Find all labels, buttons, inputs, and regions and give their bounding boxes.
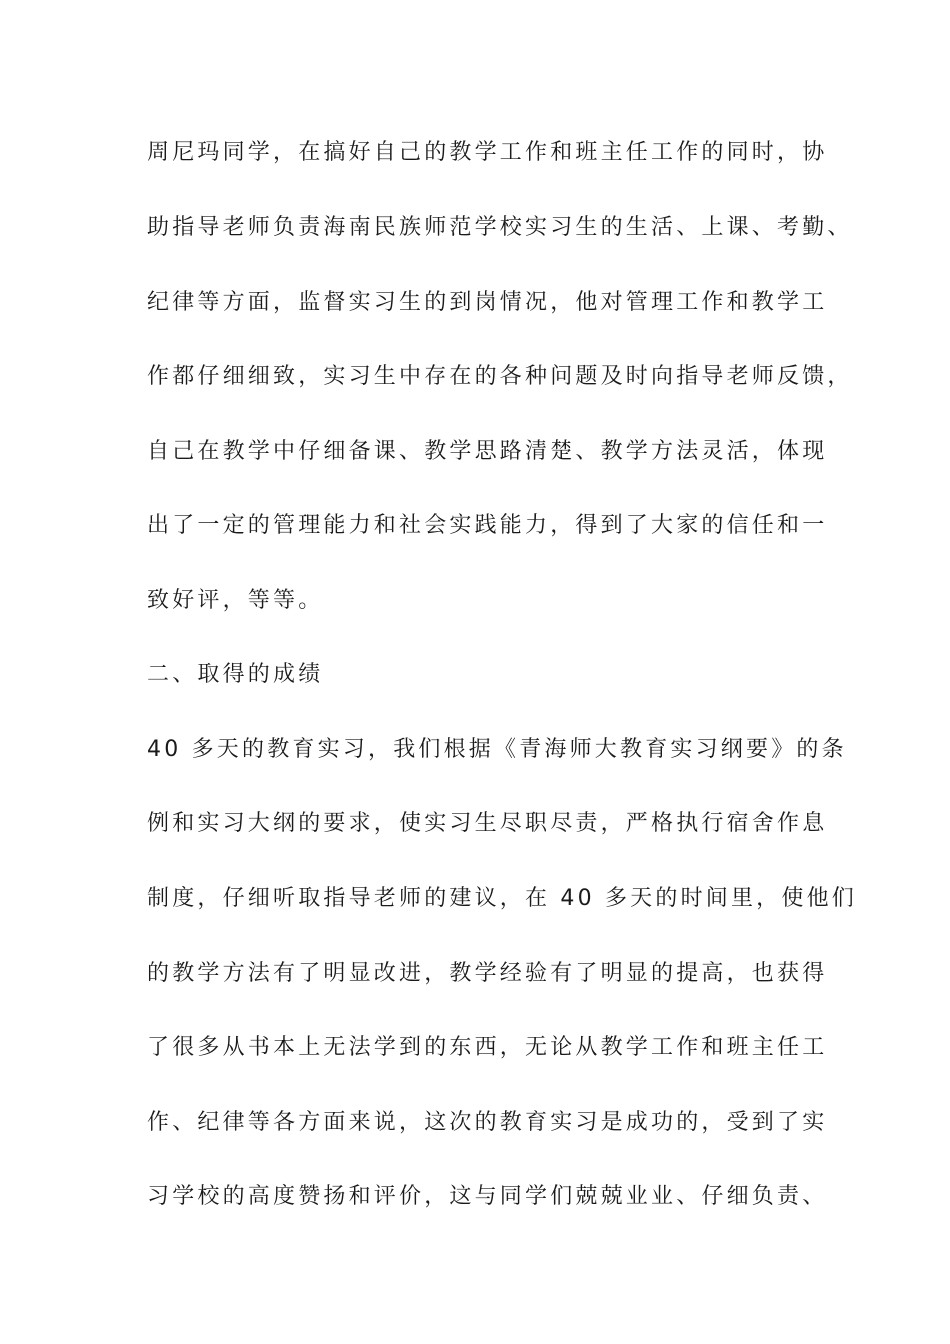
paragraph-2-line-5: 了很多从书本上无法学到的东西，无论从教学工作和班主任工	[147, 1035, 828, 1060]
paragraph-2-line-6: 作、纪律等各方面来说，这次的教育实习是成功的，受到了实	[147, 1110, 828, 1135]
paragraph-2-line-7: 习学校的高度赞扬和评价，这与同学们兢兢业业、仔细负责、	[147, 1184, 828, 1209]
section-heading: 二、取得的成绩	[147, 662, 324, 687]
paragraph-1-line-5: 自己在教学中仔细备课、教学思路清楚、教学方法灵活，体现	[147, 439, 828, 464]
paragraph-2-line-2: 例和实习大纲的要求，使实习生尽职尽责，严格执行宿舍作息	[147, 811, 828, 836]
paragraph-1-line-7: 致好评，等等。	[147, 588, 324, 613]
paragraph-1-line-1: 周尼玛同学，在搞好自己的教学工作和班主任工作的同时，协	[147, 140, 828, 165]
paragraph-2-line-3: 制度，仔细听取指导老师的建议，在 40 多天的时间里，使他们	[147, 886, 857, 911]
paragraph-1-line-6: 出了一定的管理能力和社会实践能力，得到了大家的信任和一	[147, 513, 828, 538]
paragraph-2-line-1: 40 多天的教育实习，我们根据《青海师大教育实习纲要》的条	[147, 737, 847, 762]
paragraph-1-line-3: 纪律等方面，监督实习生的到岗情况，他对管理工作和教学工	[147, 290, 828, 315]
paragraph-1-line-2: 助指导老师负责海南民族师范学校实习生的生活、上课、考勤、	[147, 215, 853, 240]
paragraph-1-line-4: 作都仔细细致，实习生中存在的各种问题及时向指导老师反馈，	[147, 364, 853, 389]
paragraph-2-line-4: 的教学方法有了明显改进，教学经验有了明显的提高，也获得	[147, 961, 828, 986]
